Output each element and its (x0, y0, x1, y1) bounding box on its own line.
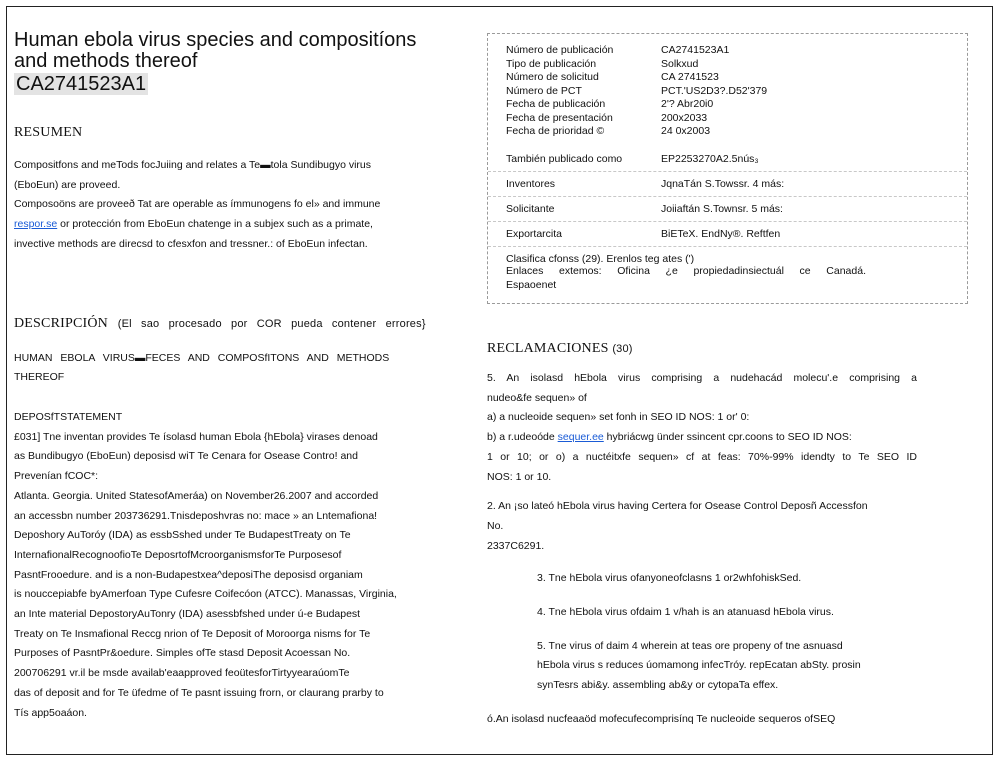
info-label: Número de publicación (506, 44, 614, 56)
info-row (506, 71, 767, 85)
deposit-statement (14, 408, 434, 723)
info-row (488, 171, 967, 196)
description-title-line: THEREOF (14, 371, 65, 383)
info-label: Exportarcita (506, 228, 563, 240)
info-row (506, 85, 767, 99)
resumen-line: invective methods are direcsd to cfesxfon and tressner.: of EboEun infectan. (14, 237, 368, 250)
resumen-line: Composoöns are proveeð Tat are operable as ímmunogens fo el» and immune (14, 198, 381, 211)
ocr-note: (El sao procesado por COR pueda contener errores} (117, 318, 426, 330)
publication-number: CA2741523A1 (16, 73, 147, 95)
claim-line: 2. An ¡so lateó hEbola virus having Certera for Osease Control Deposñ Accessfon (487, 500, 868, 513)
external-links-line: Enlaces extemos: Oficina ¿e propiedadinsiectuál ce Canadá. (506, 265, 866, 277)
deposit-line: is nouccepiabfe byAmerfoan Type Cufesre Coifecóon (ATCC). Manassas, Virginia, (14, 588, 397, 601)
info-value: JqnaTán S.Towssr. 4 más: (661, 178, 785, 190)
claim-line: 2337C6291. (487, 539, 545, 552)
reclamaciones-heading: RECLAMACIONES (487, 341, 609, 356)
deposit-line: an Inte material DepostoryAuTonry (IDA) asessbfshed under ú-e Budapest (14, 608, 361, 621)
info-label: Inventores (506, 178, 556, 190)
publication-info-box (487, 33, 968, 304)
info-value: Joiiaftán S.Townsr. 5 más: (661, 203, 783, 215)
descripcion-heading: DESCRIPCIÓN (14, 316, 108, 331)
info-value: PCT.'US2D3?.D52'379 (661, 84, 768, 97)
external-links-line: Espaoenet (506, 279, 557, 291)
info-value: 200x2033 (661, 111, 708, 124)
info-row (506, 44, 767, 58)
info-label: Fecha de presentación (506, 111, 613, 124)
info-label: Número de PCT (506, 84, 582, 97)
claim-line: 5. Tne virus of daim 4 wherein at teas ore propeny of tne asnuasd (537, 639, 843, 652)
info-label: Solicitante (506, 203, 555, 215)
claim-line: NOS: 1 or 10. (487, 470, 552, 483)
claim-line: ó.An isolasd nucfeaaöd mofecufecomprisínq Te nucleoide sequeros ofSEQ (487, 712, 836, 725)
info-row (506, 112, 767, 126)
info-row (506, 98, 767, 112)
info-value: CA2741523A1 (661, 44, 730, 56)
claim-line: No. (487, 519, 504, 532)
title-block (14, 30, 454, 95)
claims-count: (30) (612, 343, 633, 355)
deposit-line: £031] Tne inventan provides Te ísolasd human Ebola {hEbola} virases denoad (14, 430, 378, 443)
deposit-line: 200706291 vr.il be msde availab'eaapproved feoütesforTirtyyearaúomTe (14, 667, 350, 680)
description-title-line: HUMAN EBOLA VIRUS▬FECES AND COMPOSfITONS AND METHODS (14, 352, 390, 364)
info-label: Fecha de publicación (506, 98, 606, 110)
resumen-line: (EboEun) are proveed. (14, 178, 121, 191)
info-label: También publicado como (506, 153, 623, 165)
deposit-line: as Bundibugyo (EboEun) deposisd wiT Te Cenara for Osease Contro! and (14, 450, 358, 463)
claims-list (487, 369, 917, 730)
classifications-text: Clasifica cfonss (29). Erenlos teg ates (') (506, 253, 695, 265)
info-row (506, 58, 767, 72)
claim-line: synTesrs abi&y. assembling ab&y or cytopaTa effex. (537, 679, 779, 692)
info-row (488, 221, 967, 246)
deposit-line: Treaty on Te Insmafional Reccg nrion of Te Deposit of Moroorga nisms for Te (14, 627, 371, 640)
deposit-line: InternafionalRecognoofioTe DeposrtofMcroorganismsforTe Purposesof (14, 548, 342, 561)
claim-line-start: b) a r.udeoóde (487, 431, 558, 444)
description-title (14, 349, 426, 387)
deposit-line: an accessbn number 203736291.Tnisdeposhvras no: mace » an Lntemafiona! (14, 509, 378, 522)
info-row (506, 125, 767, 139)
claim-line: a) a nucleoide sequen» set fonh in SEO ID NOS: 1 or' 0: (487, 411, 750, 424)
info-label: Fecha de prioridad © (506, 125, 605, 137)
info-label: Tipo de publicación (506, 57, 597, 70)
response-link[interactable]: respor.se (14, 218, 58, 231)
claim-line: hEbola virus s reduces úomamong infecTróy. repEcatan abSty. prosin (537, 659, 861, 672)
claim-line: 4. Tne hEbola virus ofdaim 1 v/hah is an atanuasd hEbola virus. (537, 606, 834, 619)
related-info (488, 147, 967, 271)
external-links (506, 264, 866, 292)
claim-line: 3. Tne hEbola virus ofanyoneofclasns 1 or2whfohiskSed. (537, 572, 802, 585)
info-value: CA 2741523 (661, 71, 719, 83)
info-row (488, 147, 967, 171)
deposit-line: Prevenían fCOC*: (14, 470, 99, 483)
claim-line: 1 or 10; or o) a nuctéitxfe sequen» cf at feas: 70%-99% idendty to Te SEO ID (487, 450, 917, 463)
deposit-line: Atlanta. Georgia. United StatesofAmeráa) on November26.2007 and accorded (14, 489, 379, 502)
resumen-heading: RESUMEN (14, 125, 83, 140)
publication-details (506, 44, 767, 139)
claim-line: nudeo&fe sequen» of (487, 391, 587, 404)
info-value: 24 0x2003 (661, 125, 711, 137)
info-row (488, 196, 967, 221)
document-title-line-2: and methods thereof (14, 50, 198, 72)
deposit-line: das of deposit and for Te üfedme of Te pasnt issuing frorn, or claurang prarby to (14, 686, 384, 699)
resumen-line: Compositfons and meTods focJuiing and relates a Te▬tola Sundibugyo virus (14, 159, 372, 171)
info-label: Número de solicitud (506, 71, 599, 83)
resumen-line-rest: or protección from EboEun chatenge in a subjex such as a primate, (57, 218, 373, 231)
document-title-line-1: Human ebola virus species and compositíons (14, 29, 417, 51)
deposit-line: Deposhory AuToróy (IDA) as essbSshed under Te BudapestTreaty on Te (14, 529, 351, 542)
resumen-line (14, 215, 426, 235)
claim-line-rest: hybriácwg ünder ssincent cpr.coons to SEO ID NOS: (603, 431, 852, 444)
info-value: Solkxud (661, 57, 699, 70)
deposit-heading: DEPOSfTSTATEMENT (14, 411, 123, 423)
info-value: EP2253270A2.5nús₃ (661, 153, 759, 165)
resumen-text (14, 156, 426, 255)
deposit-line: PasntFrooedure. and is a non-Budapestxea^deposiThe deposisd organiam (14, 568, 363, 581)
descripcion-heading-row (14, 316, 426, 332)
deposit-line: Purposes of PasntPr&oedure. Simples ofTe stasd Deposit Acoessan No. (14, 647, 351, 660)
deposit-line: Tís app5oaáon. (14, 706, 87, 719)
sequence-link[interactable]: sequer.ee (557, 431, 604, 444)
info-value: BiETeX. EndNy®. Reftfen (661, 228, 781, 240)
claim-line: 5. An isolasd hEbola virus comprising a nudehacád molecu'.e comprising a (487, 372, 917, 384)
info-value: 2'? Abr20i0 (661, 98, 714, 110)
reclamaciones-heading-row (487, 341, 633, 357)
claim-line (487, 428, 917, 448)
